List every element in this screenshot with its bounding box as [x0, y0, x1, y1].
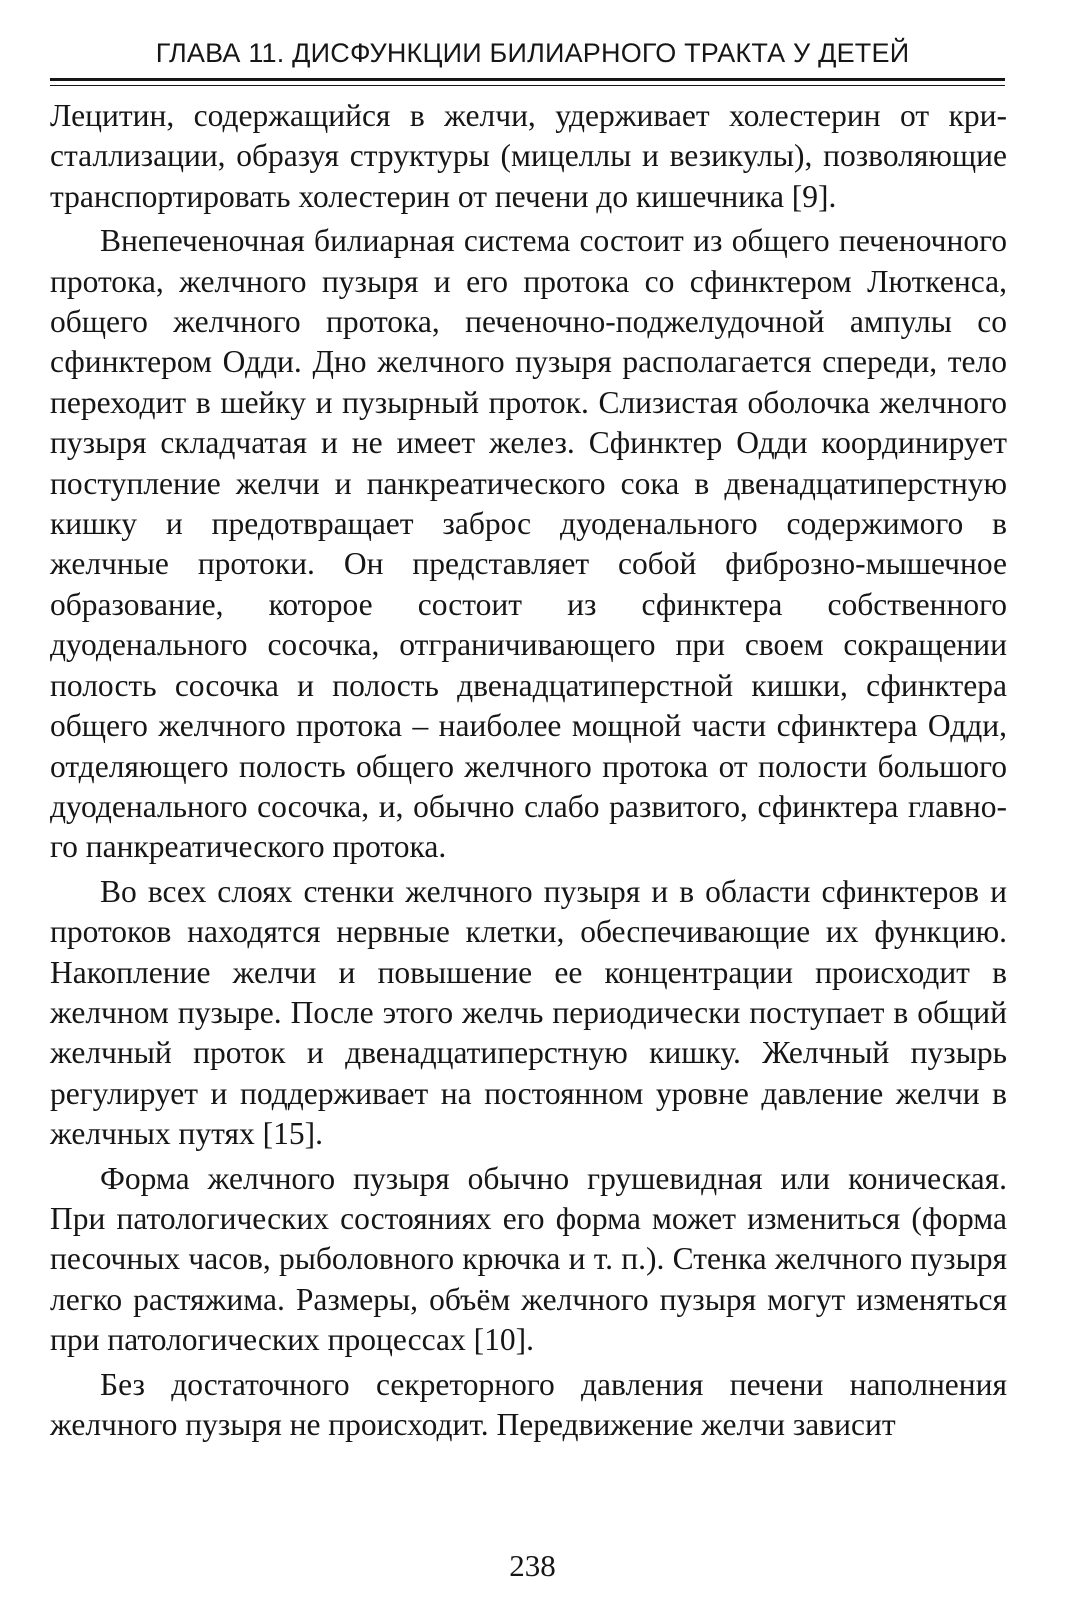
running-head: ГЛАВА 11. ДИСФУНКЦИИ БИЛИАРНОГО ТРАКТА У ДЕТЕЙ: [155, 38, 910, 68]
paragraph-gallbladder-shape: Форма желчного пузыря обычно грушевидная или коническая. При патологических состояниях его форма может измениться (форма песочных часов, рыболовного крючка и т. п.). Стенка желчного пузыря легко растяжима. Размеры, объём желчного пузыря могут изменяться при патологических процессах [10].: [50, 1160, 1007, 1358]
paragraph-nerve-cells: Во всех слоях стенки желчного пузыря и в области сфинктеров и протоков находятся нервные клетки, обеспечивающие их функцию. Накопление желчи и повышение ее концентрации происходит в желчном пузыре. После этого желчь периодически поступает в общий желчный проток и двенадцатиперстную кишку. Желчный пузырь регулирует и поддерживает на постоянном уровне давление желчи в желчных путях [15].: [50, 873, 1007, 1152]
header-rule-thin: [50, 85, 1005, 86]
header-rule-thick: [50, 78, 1005, 81]
paragraph-secretory-pressure: Без достаточного секреторного давления печени наполнения желчного пузыря не происходит. Передвижение желчи зависит: [50, 1366, 1007, 1442]
paragraph-lecithin: Лецитин, содержащийся в желчи, удерживает холестерин от кристаллизации, образуя структуры (мицеллы и везикулы), позволяющие транспортировать холестерин от печени до кишечника [9].: [50, 98, 1007, 214]
body-text: [50, 96, 1007, 1445]
paragraph-biliary-system: Внепеченочная билиарная система состоит из общего печеночного протока, желчного пузыря и его протока со сфинктером Люткенса, общего желчного протока, печеночно-поджелудочной ампулы со сфинктером Одди. Дно желчного пузыря располагается спереди, тело переходит в шейку и пузырный проток. Слизистая оболочка желчного пузыря складчатая и не имеет желез. Сфинктер Одди координирует поступление желчи и панкреатического сока в двенадцатиперстную кишку и предотвращает заброс дуоденального содержимого в желчные протоки. Он представляет собой фиброзно-мышечное образование, которое состоит из сфинктера собственного дуоденального сосочка, отграничивающего при своем сокращении полость сосочка и полость двенадцатиперстной кишки, сфинктера общего желчного протока – наиболее мощной части сфинктера Одди, отделяющего полость общего желчного протока от полости большого дуоденального сосочка, и, обычно слабо развитого, сфинктера главного панкреатического протока.: [50, 223, 1007, 865]
page-number: 238: [509, 1548, 556, 1583]
